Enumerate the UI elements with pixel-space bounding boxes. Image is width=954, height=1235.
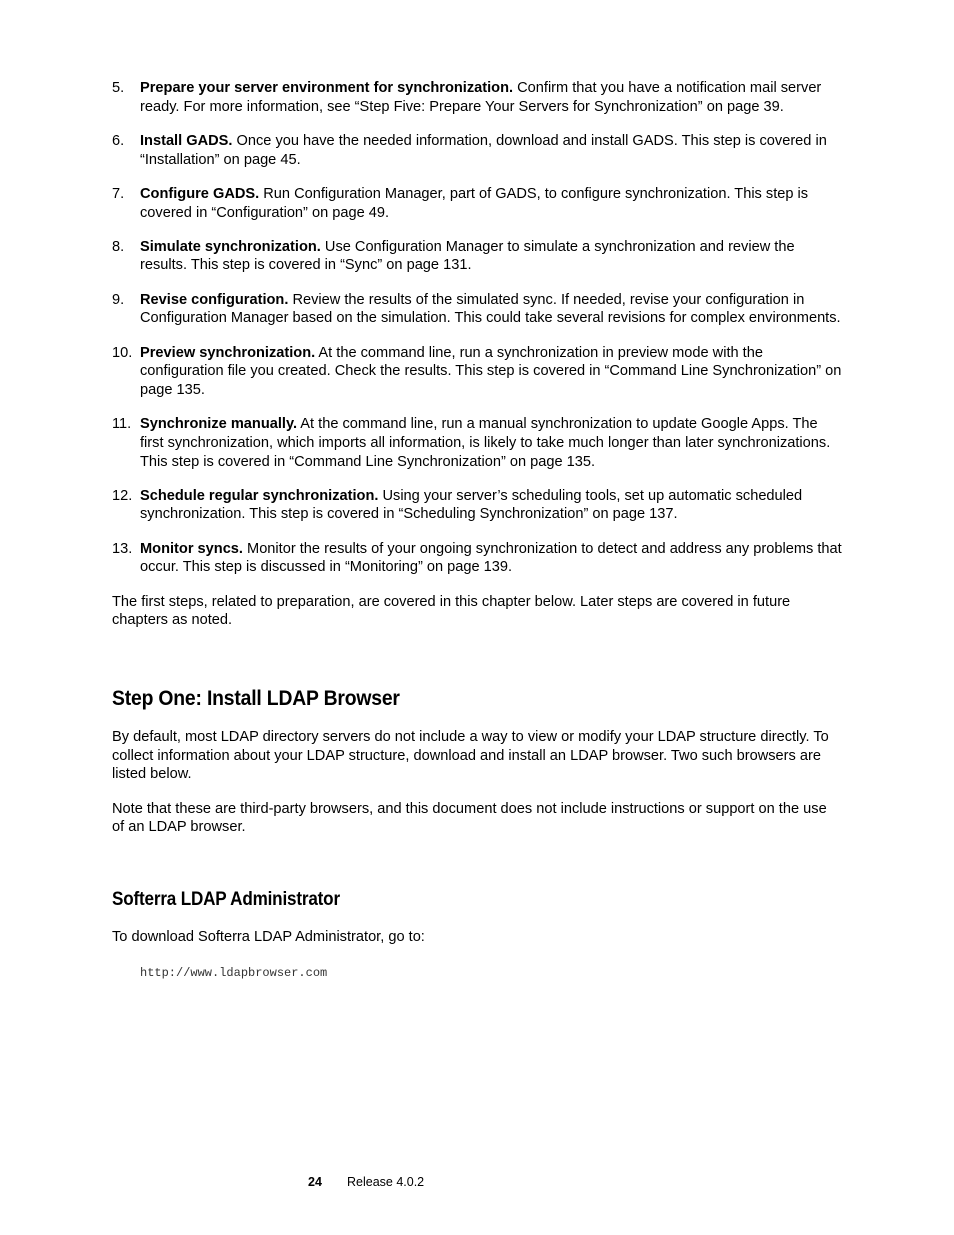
- list-item-number: 12.: [112, 487, 133, 504]
- list-item-number: 9.: [112, 291, 125, 308]
- list-item: [112, 185, 842, 222]
- list-item: [112, 540, 842, 577]
- list-item-number: 11.: [112, 416, 132, 433]
- list-item-text: Review the results of the simulated sync. If needed, revise your configuration in Configuration Manager based on the simulation. This could take several revisions for complex environments.: [140, 291, 841, 327]
- list-item: [112, 132, 842, 169]
- list-item-text: Run Configuration Manager, part of GADS, to configure synchronization. This step is covered in “Configuration” on page 49.: [140, 185, 809, 221]
- list-item-lead: Monitor syncs.: [140, 540, 243, 557]
- intro-paragraph: The first steps, related to preparation, are covered in this chapter below. Later steps are covered in future chapters as noted.: [112, 593, 791, 629]
- release-label: Release 4.0.2: [347, 1175, 425, 1189]
- list-item-number: 7.: [112, 185, 125, 202]
- page-number: 24: [308, 1175, 322, 1189]
- list-item-number: 13.: [112, 540, 133, 557]
- subsection-paragraph: To download Softerra LDAP Administrator, go to:: [112, 928, 425, 945]
- list-item-text: Use Configuration Manager to simulate a synchronization and review the results. This step is covered in “Sync” on page 131.: [140, 238, 795, 274]
- list-item-number: 5.: [112, 80, 125, 96]
- list-item-lead: Configure GADS.: [140, 185, 260, 202]
- page-footer: [308, 1174, 424, 1190]
- list-item-text: Confirm that you have a notification mail server ready. For more information, see “Step Five: Prepare Your Servers for Synchronization” on page 39.: [140, 80, 822, 115]
- list-item: [112, 291, 842, 328]
- list-item-text: At the command line, run a synchronization in preview mode with the configuration file you created. Check the results. This step is covered in “Command Line Synchronization” on page 135.: [140, 344, 842, 398]
- list-item-lead: Schedule regular synchronization.: [140, 487, 379, 504]
- section-paragraph: By default, most LDAP directory servers do not include a way to view or modify your LDAP structure directly. To collect information about your LDAP structure, download and install an LDAP browser. Two such browsers are listed below.: [112, 728, 829, 783]
- download-url: http://www.ldapbrowser.com: [140, 965, 328, 980]
- list-item-lead: Simulate synchronization.: [140, 238, 321, 255]
- section-heading: Step One: Install LDAP Browser: [112, 685, 400, 710]
- list-item-lead: Synchronize manually.: [140, 416, 298, 433]
- list-item-number: 6.: [112, 132, 125, 149]
- list-item-lead: Install GADS.: [140, 132, 233, 149]
- list-item: [112, 79, 842, 116]
- list-item-number: 8.: [112, 238, 125, 255]
- list-item-text: Monitor the results of your ongoing synchronization to detect and address any problems that occur. This step is discussed in “Monitoring” on page 139.: [140, 540, 842, 576]
- steps-list: [112, 79, 842, 577]
- subsection-heading: Softerra LDAP Administrator: [112, 888, 340, 910]
- page-content: [112, 79, 842, 982]
- list-item-lead: Revise configuration.: [140, 291, 289, 308]
- list-item-lead: Prepare your server environment for synchronization.: [140, 80, 514, 96]
- list-item-text: Using your server’s scheduling tools, set up automatic scheduled synchronization. This step is covered in “Scheduling Synchronization” on page 137.: [140, 487, 803, 523]
- list-item-lead: Preview synchronization.: [140, 344, 316, 361]
- list-item: [112, 238, 842, 275]
- list-item-text: Once you have the needed information, download and install GADS. This step is covered in “Installation” on page 45.: [140, 132, 827, 168]
- list-item-number: 10.: [112, 344, 133, 361]
- list-item: [112, 344, 842, 400]
- section-paragraph: Note that these are third-party browsers, and this document does not include instructions or support on the use of an LDAP browser.: [112, 800, 827, 836]
- list-item-text: At the command line, run a manual synchronization to update Google Apps. The first synchronization, which imports all information, is likely to take much longer than later synchronizations. This step is covered in “Command Line Synchronization” on page 135.: [140, 416, 831, 470]
- list-item: [112, 415, 842, 471]
- list-item: [112, 487, 842, 524]
